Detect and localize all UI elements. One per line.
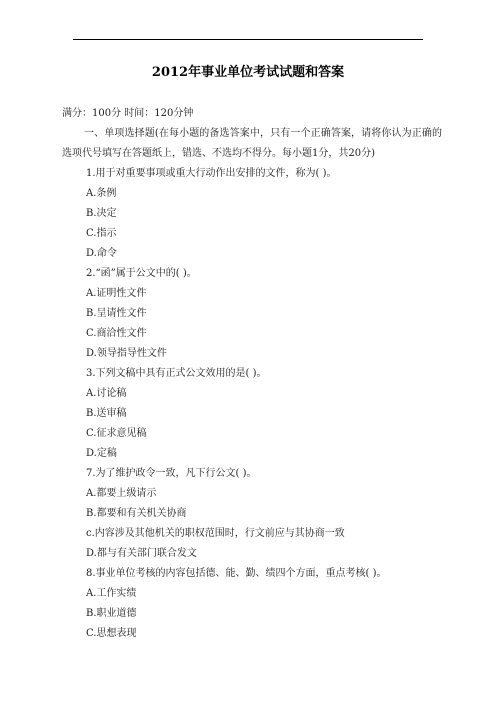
- option-line: C.指示: [86, 228, 117, 239]
- question-line: 3.下列文稿中具有正式公文效用的是( )。: [86, 368, 267, 379]
- option-line: c.内容涉及其他机关的职权范围时，行文前应与其协商一致: [86, 528, 345, 539]
- option-line: D.领导指导性文件: [86, 348, 167, 359]
- document-title: 2012年事业单位考试试题和答案: [151, 65, 345, 80]
- header-rule: [73, 39, 423, 40]
- option-line: B.职业道德: [86, 608, 137, 619]
- question-line: 1.用于对重要事项或重大行动作出安排的文件，称为( )。: [86, 168, 337, 179]
- option-line: B.都要和有关机关协商: [86, 508, 187, 519]
- question-list: [62, 164, 442, 644]
- option-line: C.商洽性文件: [86, 328, 147, 339]
- exam-meta: 满分：100分 时间：120分钟: [62, 108, 194, 119]
- question-line: 2.“函”属于公文中的( )。: [86, 268, 197, 279]
- section-instructions: 一、单项选择题(在每小题的备选答案中，只有一个正确答案，请将你认为正确的选项代号填写在答题纸上，错选、不选均不得分。每小题1分，共20分): [62, 128, 442, 159]
- option-line: A.证明性文件: [86, 288, 147, 299]
- question-line: 7.为了维护政令一致，凡下行公文( )。: [86, 468, 257, 479]
- option-line: B.呈请性文件: [86, 308, 147, 319]
- option-line: A.工作实绩: [86, 588, 137, 599]
- option-line: C.思想表现: [86, 628, 137, 639]
- question-line: 8.事业单位考核的内容包括德、能、勤、绩四个方面，重点考核( )。: [86, 568, 387, 579]
- option-line: D.命令: [86, 248, 117, 259]
- option-line: B.送审稿: [86, 408, 127, 419]
- option-line: C.征求意见稿: [86, 428, 147, 439]
- option-line: A.都要上级请示: [86, 488, 157, 499]
- option-line: B.决定: [86, 208, 117, 219]
- document-body: [62, 104, 442, 644]
- option-line: D.都与有关部门联合发文: [86, 548, 197, 559]
- option-line: A.条例: [86, 188, 117, 199]
- option-line: D.定稿: [86, 448, 117, 459]
- option-line: A.讨论稿: [86, 388, 127, 399]
